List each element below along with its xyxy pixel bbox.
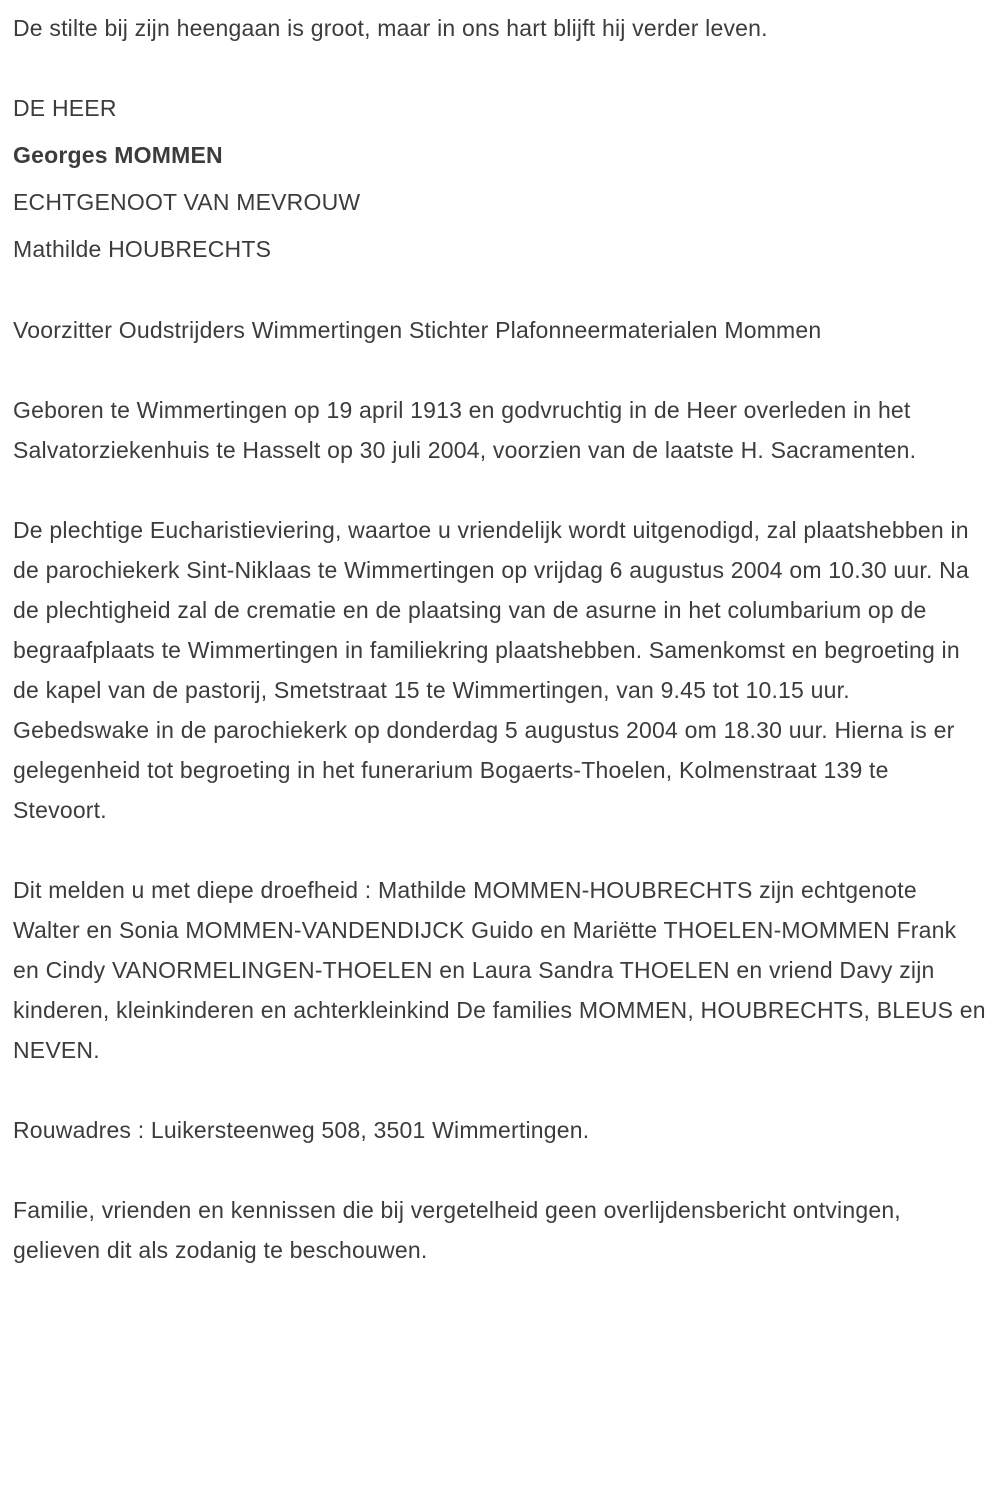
titles-line: Voorzitter Oudstrijders Wimmertingen Stichter Plafonneermaterialen Mommen <box>13 317 822 343</box>
salutation: DE HEER <box>13 95 117 121</box>
spouse-designation: ECHTGENOOT VAN MEVROUW <box>13 189 361 215</box>
deceased-name: Georges MOMMEN <box>13 142 223 168</box>
closing-note-paragraph: Familie, vrienden en kennissen die bij vergetelheid geen overlijdensbericht ontvingen, gelieven dit als zodanig te beschouwen. <box>13 1197 901 1263</box>
spouse-name: Mathilde HOUBRECHTS <box>13 236 272 262</box>
birth-death-paragraph: Geboren te Wimmertingen op 19 april 1913 en godvruchtig in de Heer overleden in het Salvatorziekenhuis te Hasselt op 30 juli 2004, voorzien van de laatste H. Sacramenten. <box>13 397 917 463</box>
intro-sentence: De stilte bij zijn heengaan is groot, maar in ons hart blijft hij verder leven. <box>13 15 768 41</box>
mourning-address-line: Rouwadres : Luikersteenweg 508, 3501 Wimmertingen. <box>13 1117 590 1143</box>
service-details-paragraph: De plechtige Eucharistieviering, waartoe u vriendelijk wordt uitgenodigd, zal plaatshebben in de parochiekerk Sint-Niklaas te Wimmertingen op vrijdag 6 augustus 2004 om 10.30 uur. Na de plechtigheid zal de crematie en de plaatsing van de asurne in het columbarium op de begraafplaats te Wimmertingen in familiekring plaatshebben. Samenkomst en begroeting in de kapel van de pastorij, Smetstraat 15 te Wimmertingen, van 9.45 tot 10.15 uur. Gebedswake in de parochiekerk op donderdag 5 augustus 2004 om 18.30 uur. Hierna is er gelegenheid tot begroeting in het funerarium Bogaerts-Thoelen, Kolmenstraat 139 te Stevoort. <box>13 517 969 823</box>
deceased-header <box>13 88 986 269</box>
family-announcement-paragraph: Dit melden u met diepe droefheid : Mathilde MOMMEN-HOUBRECHTS zijn echtgenote Walter en Sonia MOMMEN-VANDENDIJCK Guido en Mariëtte THOELEN-MOMMEN Frank en Cindy VANORMELINGEN-THOELEN en Laura Sandra THOELEN en vriend Davy zijn kinderen, kleinkinderen en achterkleinkind De families MOMMEN, HOUBRECHTS, BLEUS en NEVEN. <box>13 877 986 1063</box>
